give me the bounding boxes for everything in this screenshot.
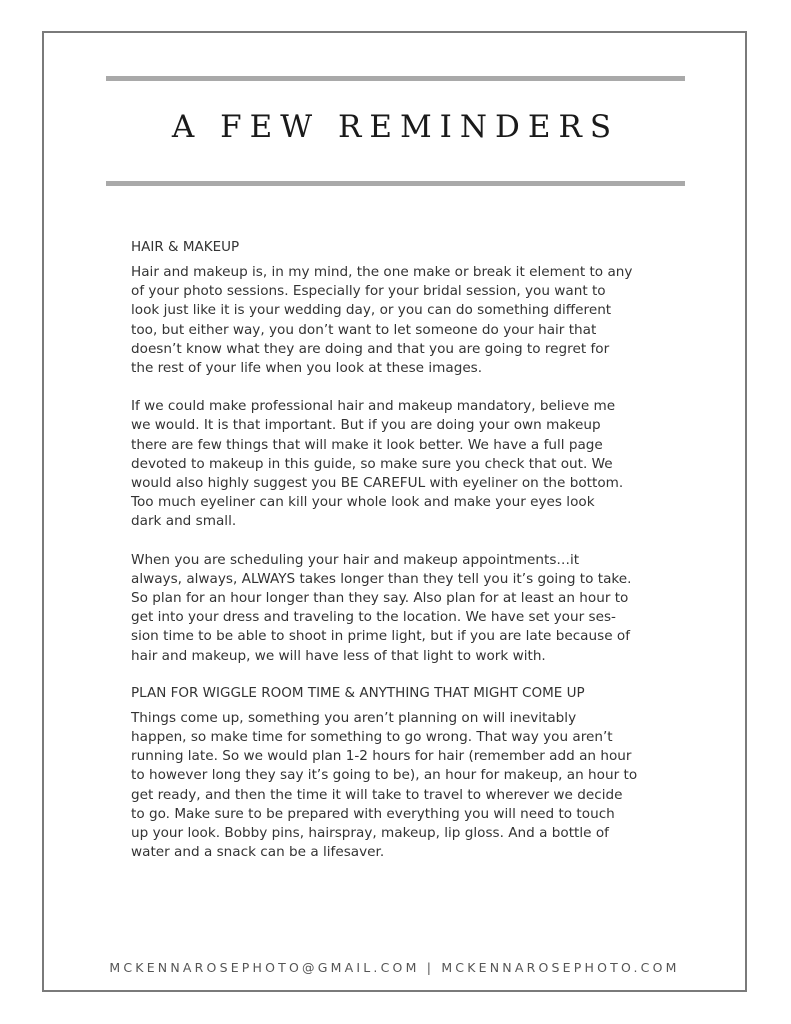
page-title: A FEW REMINDERS — [171, 109, 620, 145]
text-line: Things come up, something you aren’t planning on will inevitably — [131, 709, 577, 726]
section-heading-wiggle-room: PLAN FOR WIGGLE ROOM TIME & ANYTHING THAT MIGHT COME UP — [131, 684, 585, 701]
text-line: there are few things that will make it look better. We have a full page — [131, 436, 603, 453]
text-line: would also highly suggest you BE CAREFUL with eyeliner on the bottom. — [131, 475, 624, 492]
text-line: get ready, and then the time it will take to travel to wherever we decide — [131, 786, 623, 803]
paragraph-wiggle-room — [131, 709, 671, 863]
text-line: we would. It is that important. But if you are doing your own makeup — [131, 417, 601, 434]
title-rule-bottom — [106, 181, 685, 186]
text-line: hair and makeup, we will have less of that light to work with. — [131, 647, 546, 664]
text-line: dark and small. — [131, 513, 237, 530]
text-line: always, always, ALWAYS takes longer than they tell you it’s going to take. — [131, 570, 632, 587]
text-line: So plan for an hour longer than they say. Also plan for at least an hour to — [131, 590, 629, 607]
text-line: water and a snack can be a lifesaver. — [131, 844, 385, 861]
text-line: happen, so make time for something to go wrong. That way you aren’t — [131, 729, 613, 746]
text-line: look just like it is your wedding day, or you can do something different — [131, 302, 612, 319]
paragraph-professional-makeup — [131, 397, 671, 531]
text-line: If we could make professional hair and makeup mandatory, believe me — [131, 398, 616, 415]
text-line: too, but either way, you don’t want to let someone do your hair that — [131, 321, 597, 338]
paragraph-scheduling — [131, 551, 671, 666]
text-line: running late. So we would plan 1-2 hours for hair (remember add an hour — [131, 748, 632, 765]
text-line: devoted to makeup in this guide, so make sure you check that out. We — [131, 455, 613, 472]
text-line: doesn’t know what they are doing and that you are going to regret for — [131, 340, 610, 357]
text-line: of your photo sessions. Especially for your bridal session, you want to — [131, 283, 606, 300]
text-line: Too much eyeliner can kill your whole look and make your eyes look — [131, 494, 595, 511]
section-heading-hair-makeup: HAIR & MAKEUP — [131, 239, 240, 255]
title-rule-top — [106, 76, 685, 81]
text-line: up your look. Bobby pins, hairspray, makeup, lip gloss. And a bottle of — [131, 825, 609, 842]
text-line: to however long they say it’s going to be), an hour for makeup, an hour to — [131, 767, 638, 784]
text-line: the rest of your life when you look at these images. — [131, 360, 483, 377]
text-line: get into your dress and traveling to the location. We have set your ses- — [131, 609, 616, 626]
text-line: sion time to be able to shoot in prime light, but if you are late because of — [131, 628, 630, 645]
text-line: When you are scheduling your hair and makeup appointments…it — [131, 551, 580, 568]
paragraph-hair-intro — [131, 263, 671, 378]
text-line: to go. Make sure to be prepared with everything you will need to touch — [131, 805, 615, 822]
content — [131, 239, 671, 881]
text-line: Hair and makeup is, in my mind, the one make or break it element to any — [131, 264, 633, 280]
footer-contact: MCKENNAROSEPHOTO@GMAIL.COM | MCKENNAROSEPHOTO.COM — [109, 960, 680, 975]
